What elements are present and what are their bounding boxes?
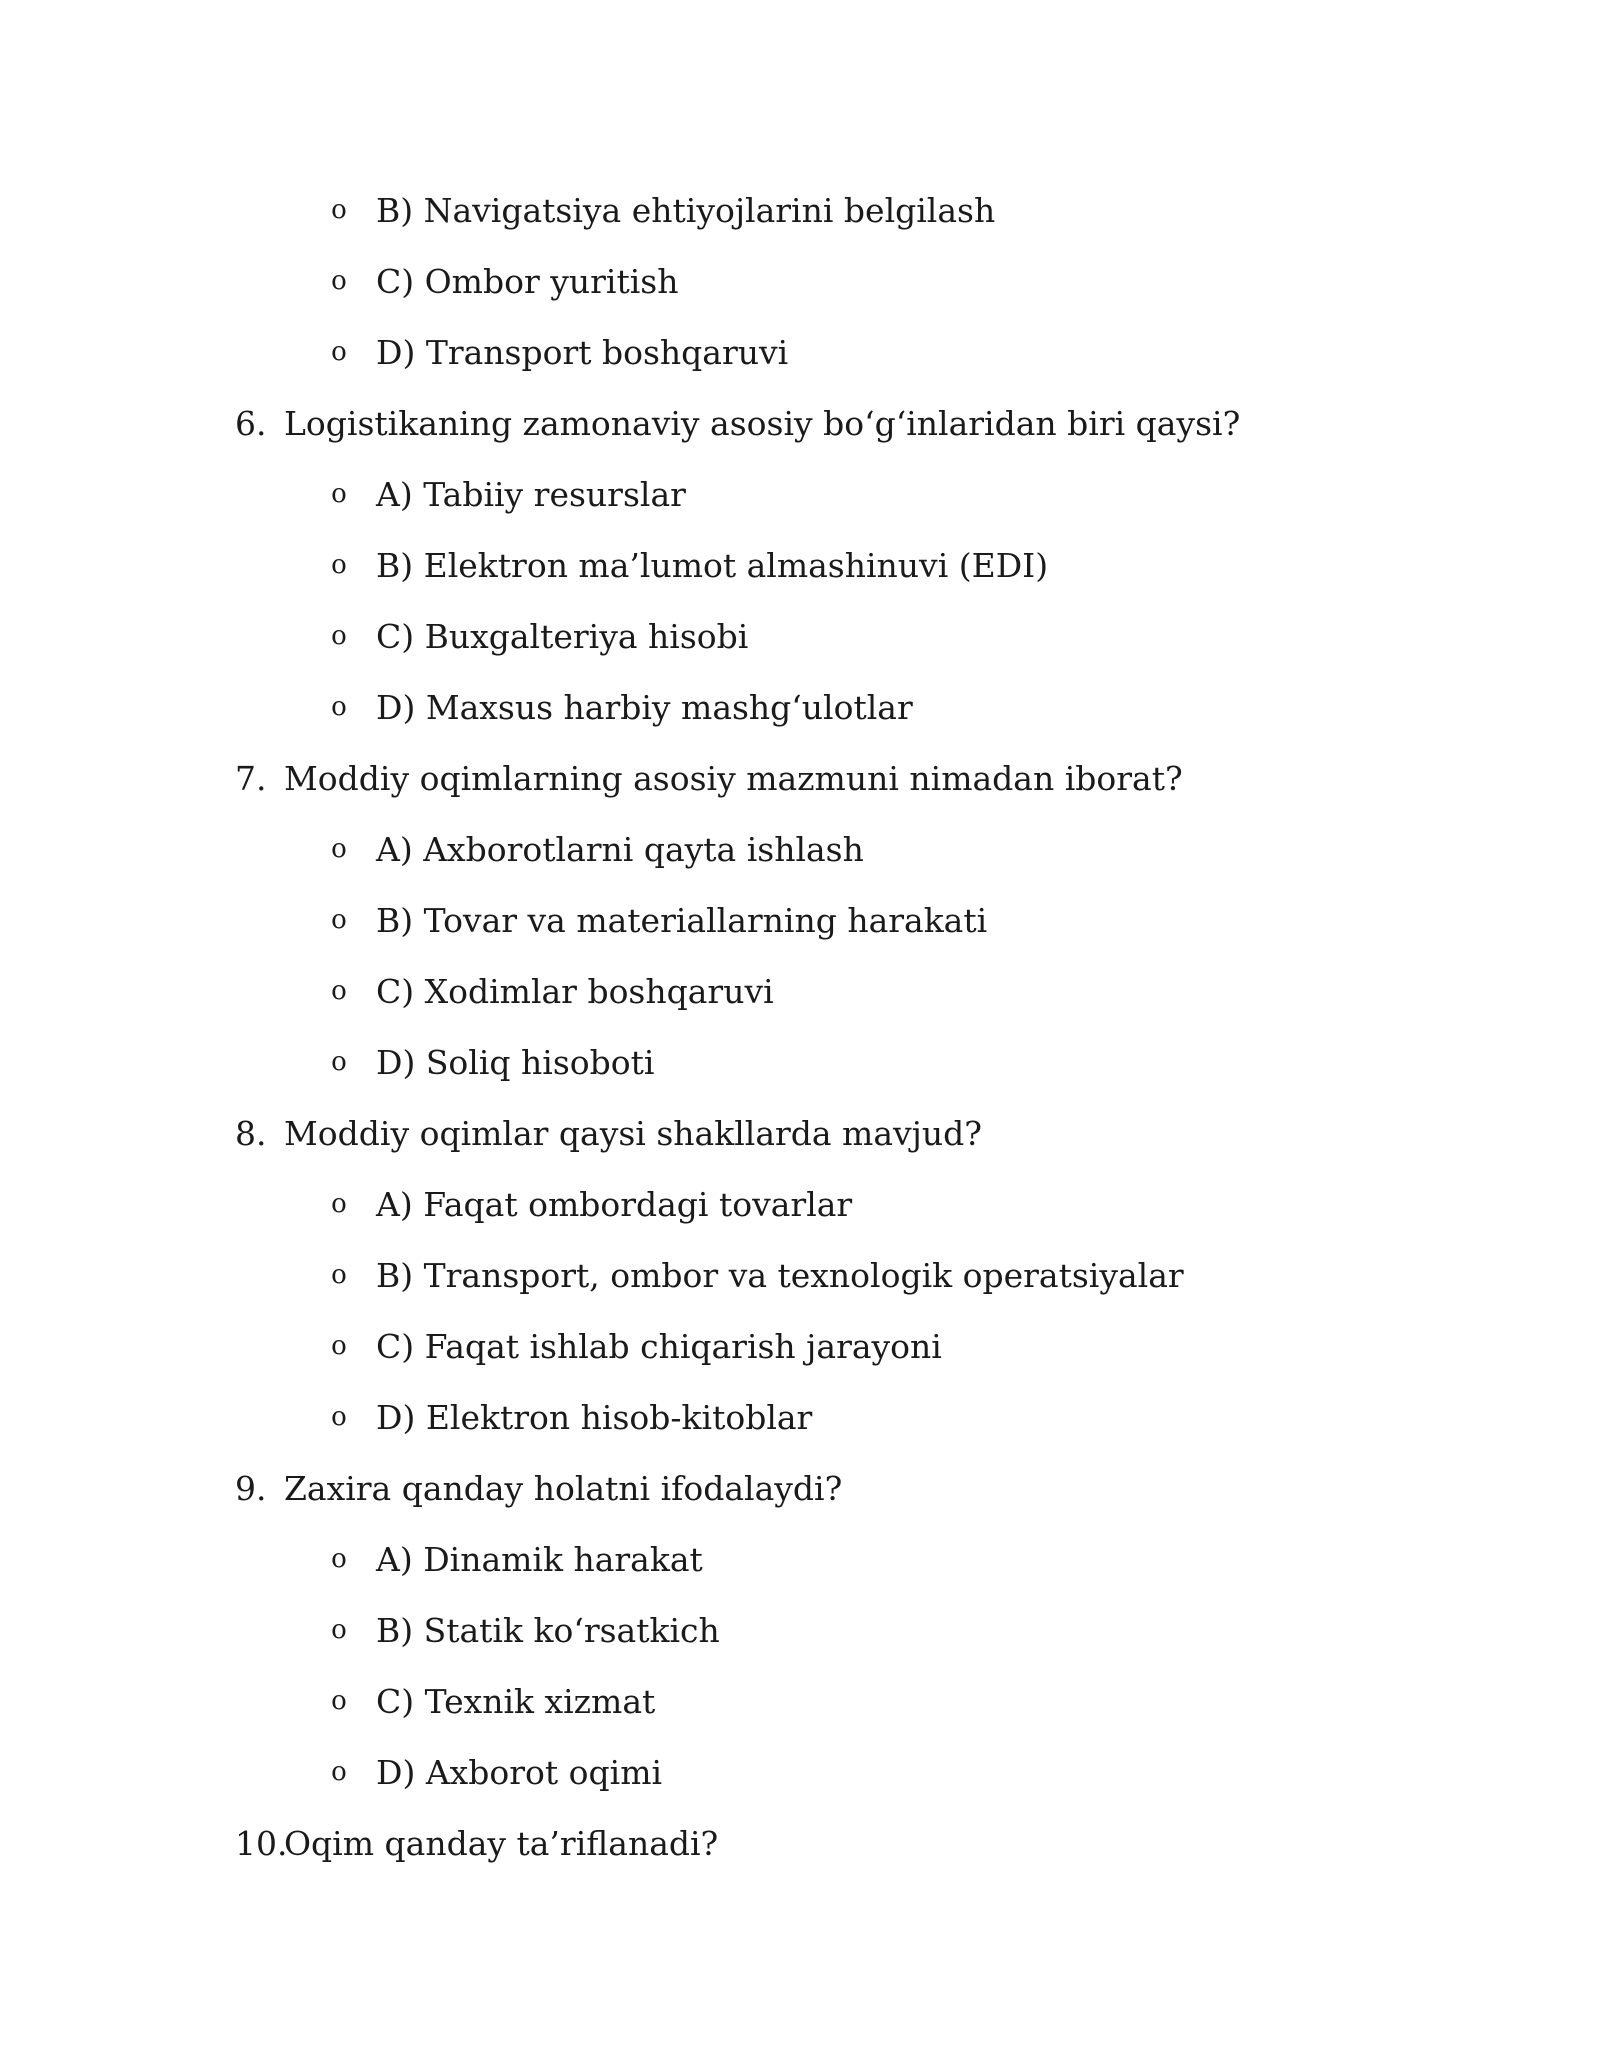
option-text: C) Faqat ishlab chiqarish jarayoni	[376, 1326, 942, 1366]
bullet-icon: o	[331, 1686, 347, 1716]
question-text: Oqim qanday ta’riflanadi?	[284, 1823, 719, 1863]
option-text: D) Elektron hisob-kitoblar	[376, 1397, 813, 1437]
option-text: C) Xodimlar boshqaruvi	[376, 971, 774, 1011]
question-text: Zaxira qanday holatni ifodalaydi?	[284, 1468, 843, 1508]
bullet-icon: o	[331, 1047, 347, 1077]
question-text: Moddiy oqimlarning asosiy mazmuni nimadan iborat?	[284, 758, 1183, 798]
bullet-icon: o	[331, 337, 347, 367]
question-text: Logistikaning zamonaviy asosiy bo‘g‘inlaridan biri qaysi?	[284, 403, 1241, 443]
bullet-icon: o	[331, 1615, 347, 1645]
question-number: 9.	[235, 1468, 267, 1508]
option-text: A) Dinamik harakat	[376, 1539, 703, 1579]
option-text: A) Tabiiy resurslar	[376, 474, 686, 514]
bullet-icon: o	[331, 1544, 347, 1574]
option-text: B) Navigatsiya ehtiyojlarini belgilash	[376, 190, 996, 230]
bullet-icon: o	[331, 1189, 347, 1219]
question-text: Moddiy oqimlar qaysi shakllarda mavjud?	[284, 1113, 982, 1153]
question-number: 6.	[235, 403, 267, 443]
bullet-icon: o	[331, 621, 347, 651]
bullet-icon: o	[331, 905, 347, 935]
bullet-icon: o	[331, 692, 347, 722]
question-number: 8.	[235, 1113, 267, 1153]
option-text: B) Tovar va materiallarning harakati	[376, 900, 988, 940]
option-text: B) Elektron ma’lumot almashinuvi (EDI)	[376, 545, 1049, 585]
option-text: C) Texnik xizmat	[376, 1681, 656, 1721]
option-text: D) Maxsus harbiy mashg‘ulotlar	[376, 687, 913, 727]
option-text: B) Statik ko‘rsatkich	[376, 1610, 720, 1650]
bullet-icon: o	[331, 1260, 347, 1290]
bullet-icon: o	[331, 479, 347, 509]
bullet-icon: o	[331, 1402, 347, 1432]
bullet-icon: o	[331, 195, 347, 225]
option-text: D) Transport boshqaruvi	[376, 332, 789, 372]
option-text: A) Axborotlarni qayta ishlash	[376, 829, 864, 869]
option-text: B) Transport, ombor va texnologik operatsiyalar	[376, 1255, 1184, 1295]
option-text: C) Ombor yuritish	[376, 261, 679, 301]
question-number: 7.	[235, 758, 267, 798]
option-text: A) Faqat ombordagi tovarlar	[376, 1184, 853, 1224]
bullet-icon: o	[331, 550, 347, 580]
option-text: D) Axborot oqimi	[376, 1752, 663, 1792]
bullet-icon: o	[331, 976, 347, 1006]
bullet-icon: o	[331, 1757, 347, 1787]
option-text: D) Soliq hisoboti	[376, 1042, 655, 1082]
bullet-icon: o	[331, 834, 347, 864]
option-text: C) Buxgalteriya hisobi	[376, 616, 749, 656]
bullet-icon: o	[331, 266, 347, 296]
bullet-icon: o	[331, 1331, 347, 1361]
question-number: 10.	[235, 1823, 288, 1863]
